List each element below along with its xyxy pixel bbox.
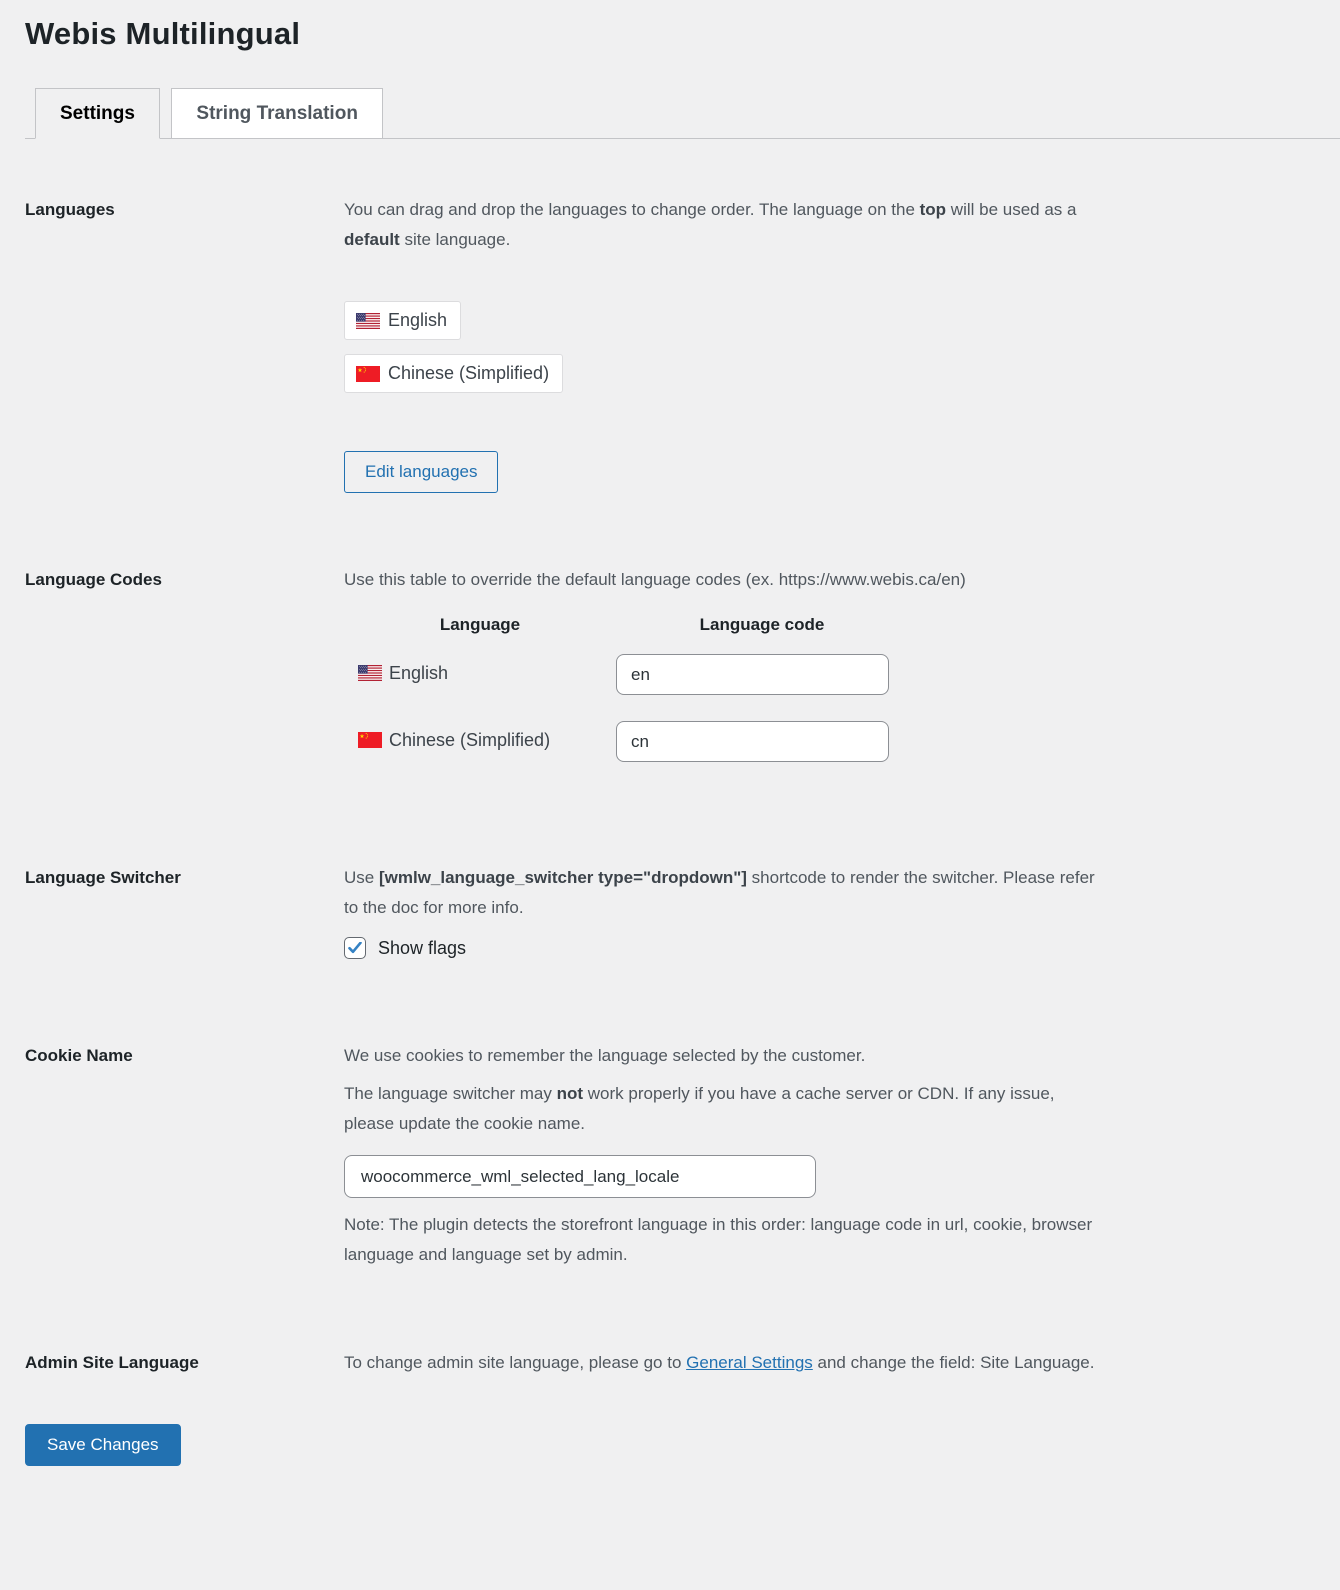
section-language-codes <box>25 565 1340 775</box>
language-switcher-label: Language Switcher <box>25 868 181 887</box>
table-cell-language: Chinese (Simplified) <box>389 729 551 750</box>
language-codes-label: Language Codes <box>25 570 162 589</box>
admin-site-language-text: To change admin site language, please go to General Settings and change the field: Site Language. <box>344 1353 1095 1372</box>
language-sort-list <box>344 301 1124 393</box>
language-pill-english[interactable] <box>344 301 461 340</box>
cookie-name-input[interactable] <box>344 1155 816 1198</box>
cn-flag-icon <box>356 366 380 382</box>
general-settings-link[interactable]: General Settings <box>686 1353 813 1372</box>
table-header-language: Language <box>439 615 521 634</box>
table-row <box>344 641 908 708</box>
save-changes-button[interactable]: Save Changes <box>25 1424 181 1466</box>
cn-flag-icon <box>358 732 382 748</box>
table-cell-language: English <box>389 662 449 683</box>
language-pill-label: Chinese (Simplified) <box>388 363 550 383</box>
section-cookie-name <box>25 1041 1340 1270</box>
language-codes-description: Use this table to override the default language codes (ex. https://www.webis.ca/en) <box>344 570 966 589</box>
us-flag-icon <box>358 665 382 681</box>
language-pill-chinese[interactable] <box>344 354 563 393</box>
language-switcher-description: Use [wmlw_language_switcher type="dropdown"] shortcode to render the switcher. Please refer to the doc for more info. <box>344 868 1095 917</box>
language-codes-table <box>344 607 908 775</box>
cookie-description-line1: We use cookies to remember the language selected by the customer. <box>344 1046 866 1065</box>
cookie-description-line2: The language switcher may not work properly if you have a cache server or CDN. If any issue, please update the cookie name. <box>344 1084 1055 1133</box>
show-flags-checkbox[interactable] <box>344 937 366 959</box>
language-pill-label: English <box>388 310 448 330</box>
show-flags-checkbox-label: Show flags <box>378 937 467 958</box>
tab-bar <box>25 88 1340 139</box>
section-admin-site-language <box>25 1348 1340 1378</box>
tab-settings[interactable]: Settings <box>35 88 160 139</box>
cookie-note: Note: The plugin detects the storefront language in this order: language code in url, cookie, browser language and language set by admin. <box>344 1215 1093 1264</box>
table-row <box>344 708 908 775</box>
checkmark-icon <box>348 942 362 954</box>
cookie-name-label: Cookie Name <box>25 1046 133 1065</box>
admin-site-language-label: Admin Site Language <box>25 1353 199 1372</box>
us-flag-icon <box>356 313 380 329</box>
language-code-input-cn[interactable] <box>616 721 889 762</box>
section-languages <box>25 195 1340 493</box>
table-header-language-code: Language code <box>699 615 825 634</box>
page-title: Webis Multilingual <box>25 16 301 51</box>
languages-label: Languages <box>25 200 115 219</box>
show-flags-option[interactable] <box>344 937 466 959</box>
edit-languages-button[interactable]: Edit languages <box>344 451 498 493</box>
language-code-input-en[interactable] <box>616 654 889 695</box>
languages-description: You can drag and drop the languages to change order. The language on the top will be used as a default site language. <box>344 200 1077 249</box>
section-language-switcher <box>25 863 1340 959</box>
tab-string-translation[interactable]: String Translation <box>171 88 383 139</box>
